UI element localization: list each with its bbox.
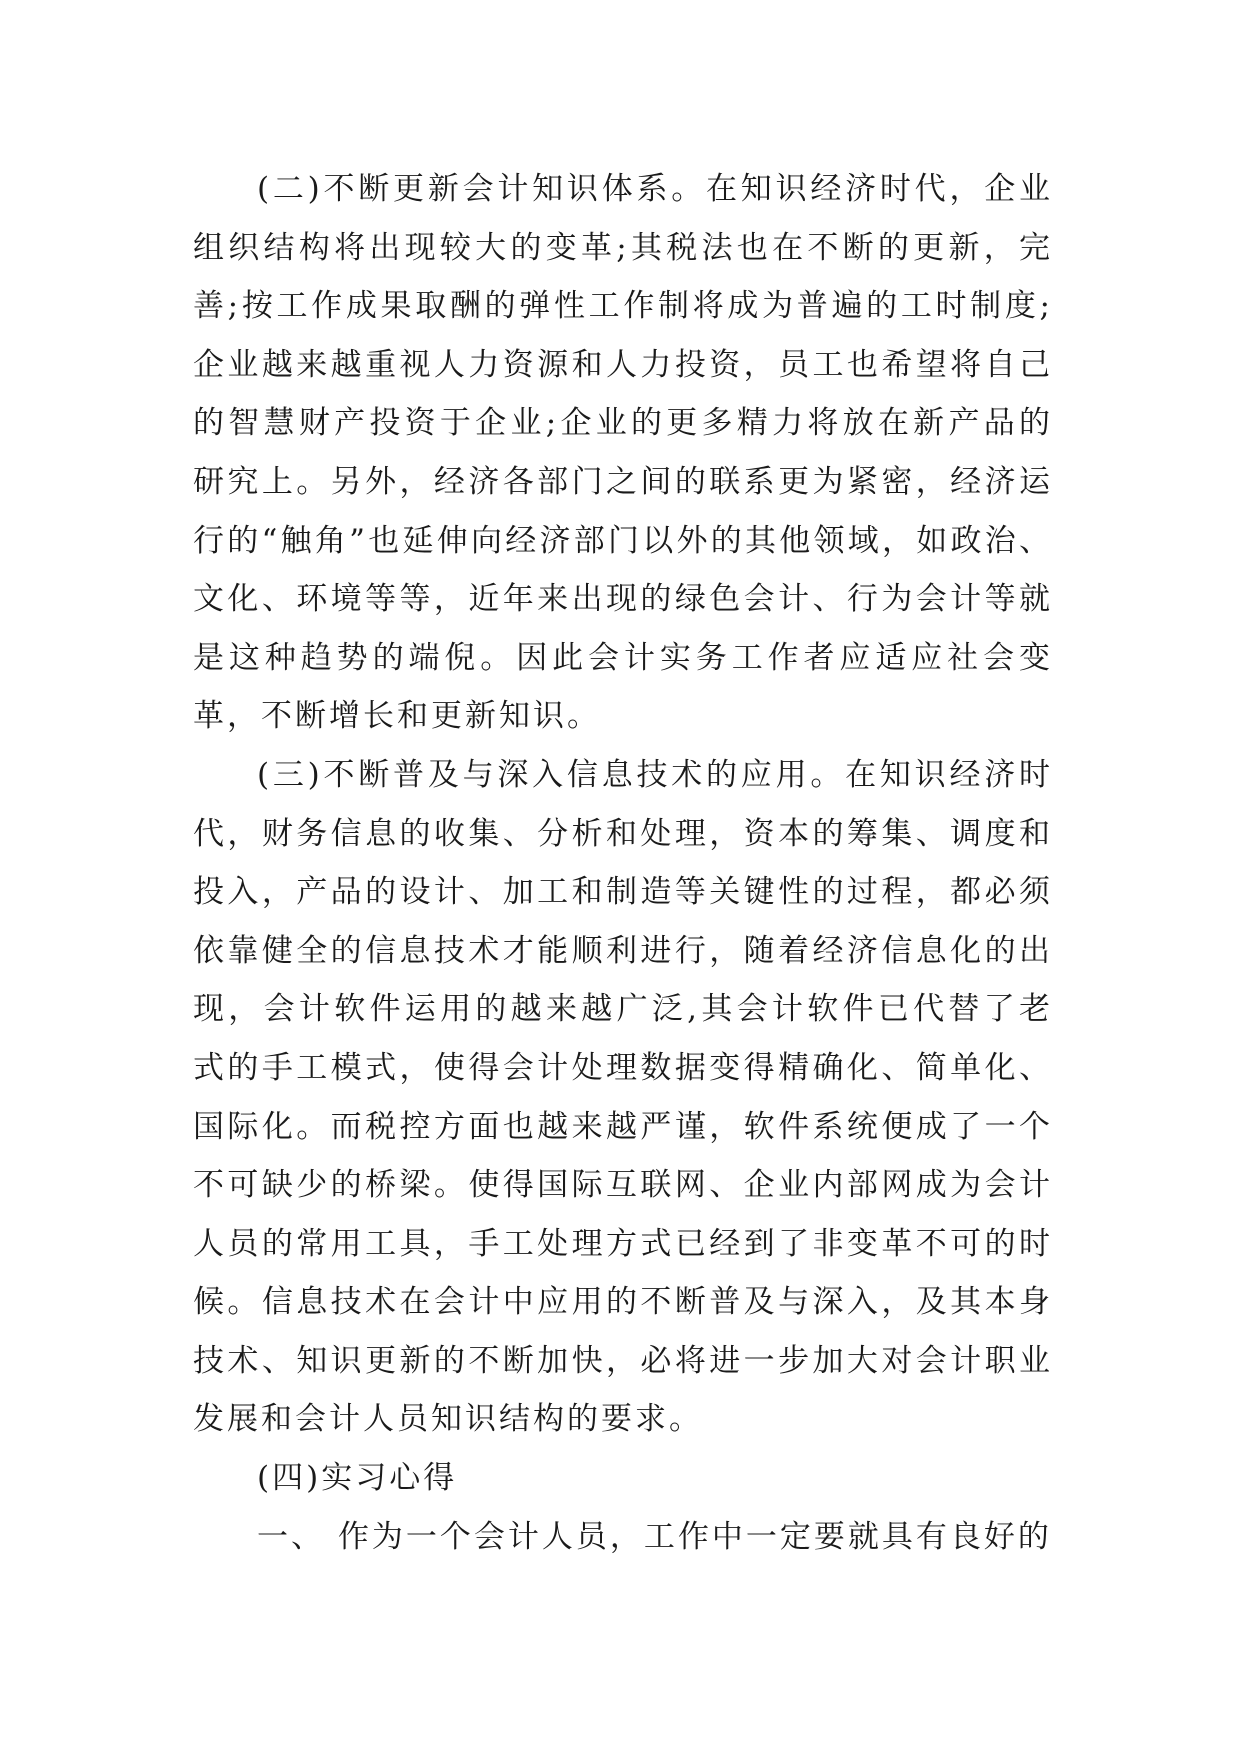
- paragraph-point-one: 一、 作为一个会计人员，工作中一定要就具有良好的: [257, 1518, 1052, 1555]
- paragraph-information-technology: (三)不断普及与深入信息技术的应用。在知识经济时代，财务信息的收集、分析和处理，资本的筹集、调度和投入，产品的设计、加工和制造等关键性的过程，都必须依靠健全的信息技术才能顺利进行，随着经济信息化的出现，会计软件运用的越来越广泛,其会计软件已代替了老式的手工模式，使得会计处理数据变得精确化、简单化、国际化。而税控方面也越来越严谨，软件系统便成了一个不可缺少的桥梁。使得国际互联网、企业内部网成为会计人员的常用工具，手工处理方式已经到了非变革不可的时候。信息技术在会计中应用的不断普及与深入，及其本身技术、知识更新的不断加快，必将进一步加大对会计职业发展和会计人员知识结构的要求。: [193, 756, 1053, 1438]
- paragraph-knowledge-system: (二)不断更新会计知识体系。在知识经济时代，企业组织结构将出现较大的变革;其税法也在不断的更新，完善;按工作成果取酬的弹性工作制将成为普遍的工时制度;企业越来越重视人力资源和人力投资，员工也希望将自己的智慧财产投资于企业;企业的更多精力将放在新产品的研究上。另外，经济各部门之间的联系更为紧密，经济运行的“触角”也延伸向经济部门以外的其他领域，如政治、文化、环境等等，近年来出现的绿色会计、行为会计等就是这种趋势的端倪。因此会计实务工作者应适应社会变革，不断增长和更新知识。: [193, 171, 1053, 735]
- heading-internship-reflections: (四)实习心得: [257, 1460, 458, 1497]
- document-body: [193, 160, 1053, 1566]
